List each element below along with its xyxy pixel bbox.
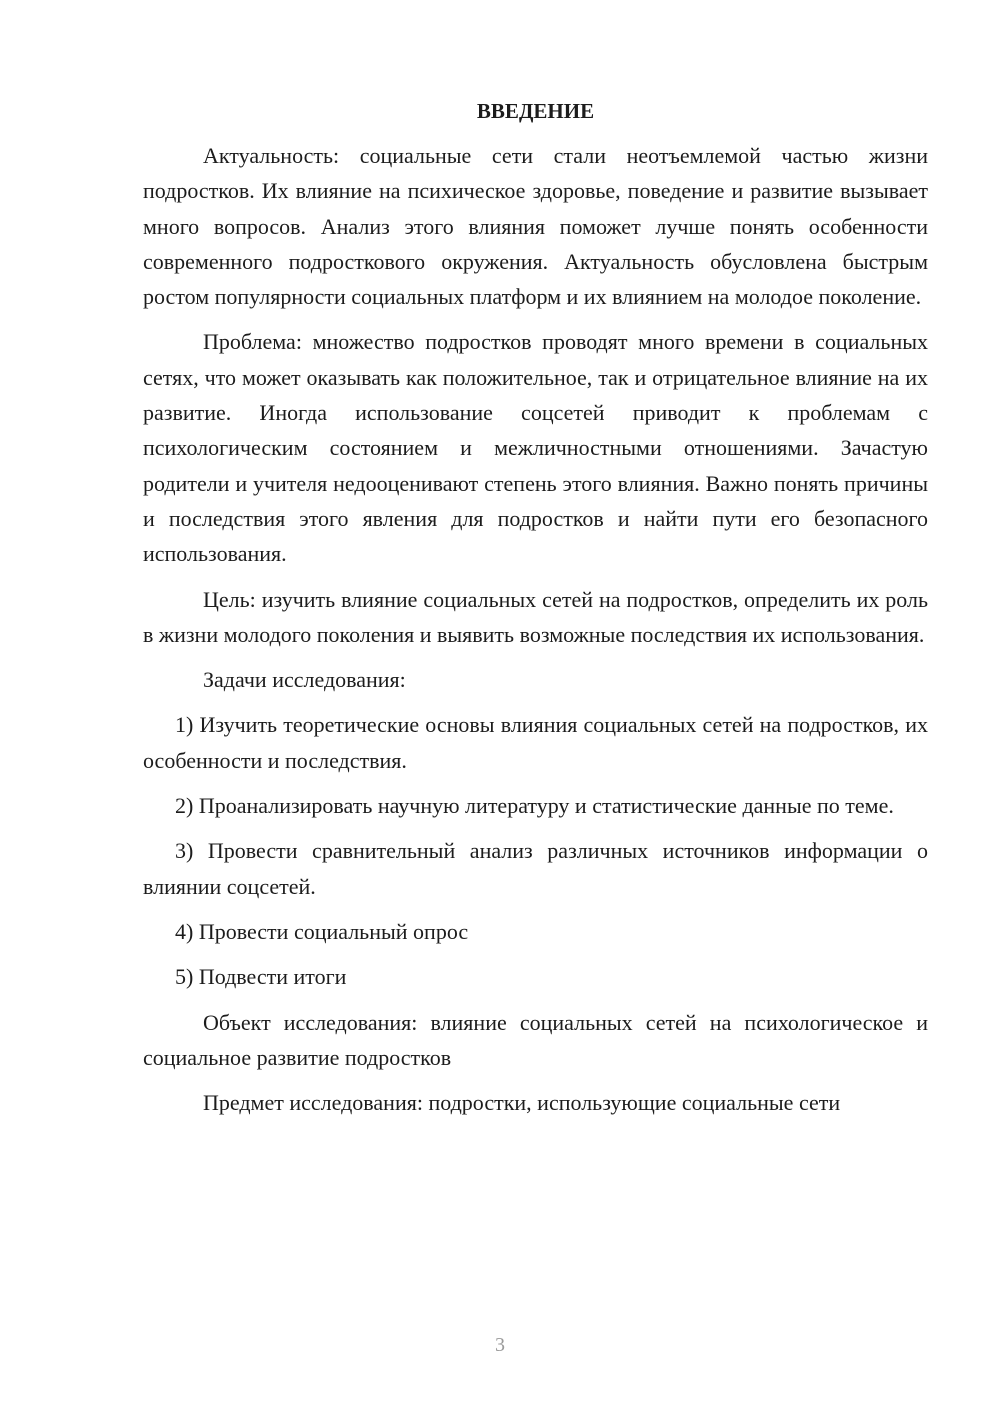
task-item: 2) Проанализировать научную литературу и статистические данные по теме. <box>175 793 894 819</box>
paragraph-relevance: Актуальность: социальные сети стали неотъемлемой частью жизни подростков. Их влияние на психическое здоровье, поведение и развитие вызывает много вопросов. Анализ этого влияния поможет лучше понять особенности современного подросткового окружения. Актуальность обусловлена быстрым ростом популярности социальных платформ и их влиянием на молодое поколение. <box>143 143 928 310</box>
task-item: 3) Провести сравнительный анализ различных источников информации о влиянии соцсетей. <box>143 838 928 899</box>
task-item: 4) Провести социальный опрос <box>175 918 469 944</box>
page-number: 3 <box>495 1334 505 1356</box>
task-item: 1) Изучить теоретические основы влияния социальных сетей на подростков, их особенности и последствия. <box>143 712 928 773</box>
tasks-title: Задачи исследования: <box>203 667 406 693</box>
task-item: 5) Подвести итоги <box>175 964 347 990</box>
page-body <box>143 94 928 1130</box>
page-heading: ВВЕДЕНИЕ <box>476 99 595 123</box>
paragraph-object: Объект исследования: влияние социальных сетей на психологическое и социальное развитие подростков <box>143 1009 928 1070</box>
paragraph-goal: Цель: изучить влияние социальных сетей на подростков, определить их роль в жизни молодого поколения и выявить возможные последствия их использования. <box>143 586 928 647</box>
paragraph-problem: Проблема: множество подростков проводят много времени в социальных сетях, что может оказывать как положительное, так и отрицательное влияние на их развитие. Иногда использование соцсетей приводит к проблемам с психологическим состоянием и межличностными отношениями. Зачастую родители и учителя недооценивают степень этого влияния. Важно понять причины и последствия этого явления для подростков и найти пути его безопасного использования. <box>143 329 928 567</box>
paragraph-subject: Предмет исследования: подростки, использующие социальные сети <box>203 1090 841 1116</box>
